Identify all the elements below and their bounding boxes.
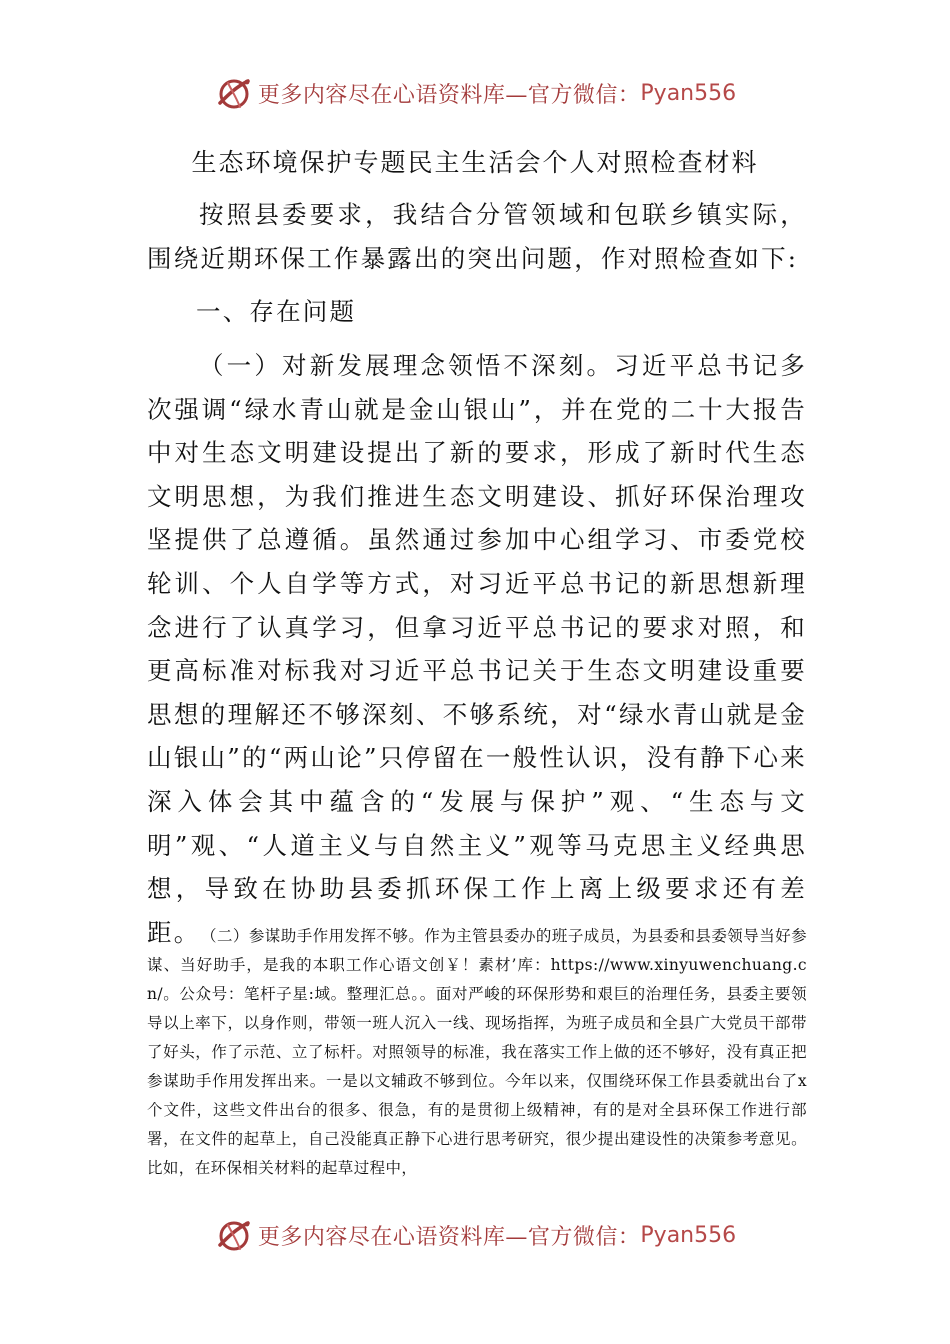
brush-logo-icon	[214, 1215, 254, 1255]
watermark-banner-bottom	[0, 1212, 950, 1258]
document-title: 生态环境保护专题民主生活会个人对照检查材料	[191, 148, 759, 177]
watermark-text: 更多内容尽在心语资料库—官方微信：	[257, 82, 641, 108]
section-heading: 一、存在问题	[196, 297, 357, 326]
watermark-banner-top	[0, 70, 950, 116]
paragraph-1: （一）对新发展理念领悟不深刻。习近平总书记多次强调“绿水青山就是金山银山”，并在党的二十大报告中对生态文明建设提出了新的要求，形成了新时代生态文明思想，为我们推进生态文明建设、抓好环保治理攻坚提供了总遵循。虽然通过参加中心组学习、市委党校轮训、个人自学等方式，对习近平总书记的新思想新理念进行了认真学习，但拿习近平总书记的要求对照，和更高标准对标我对习近平总书记关于生态文明建设重要思想的理解还不够深刻、不够系统，对“绿水青山就是金山银山”的“两山论”只停留在一般性认识，没有静下心来深入体会其中蕴含的“发展与保护”观、“生态与文明”观、“人道主义与自然主义”观等马克思主义经典思想，导致在协助县委抓环保工作上离上级要求还有差距。	[147, 351, 807, 947]
watermark-wechat-id: Pyan556	[640, 80, 737, 106]
brush-logo-icon	[214, 73, 254, 113]
watermark-wechat-id: Pyan556	[640, 1222, 737, 1248]
intro-paragraph: 按照县委要求，我结合分管领域和包联乡镇实际，围绕近期环保工作暴露出的突出问题，作对照检查如下:	[147, 200, 807, 273]
watermark-text: 更多内容尽在心语资料库—官方微信：	[257, 1224, 641, 1250]
paragraph-2: （二）参谋助手作用发挥不够。作为主管县委办的班子成员，为县委和县委领导当好参谋、当好助手，是我的本职工作心语文创￥！素材’库：https://www.xinyuwenchuang.cn/。公众号：笔杆子星:域。整理汇总。。面对严峻的环保形势和艰巨的治理任务，县委主要领导以上率下，以身作则，带领一班人沉入一线、现场指挥，为班子成员和全县广大党员干部带了好头，作了示范、立了标杆。对照领导的标准，我在落实工作上做的还不够好，没有真正把参谋助手作用发挥出来。一是以文辅政不够到位。今年以来，仅围绕环保工作县委就出台了x个文件，这些文件出台的很多、很急，有的是贯彻上级精神，有的是对全县环保工作进行部署，在文件的起草上，自己没能真正静下心进行思考研究，很少提出建设性的决策参考意见。比如，在环保相关材料的起草过程中，	[147, 927, 807, 1177]
